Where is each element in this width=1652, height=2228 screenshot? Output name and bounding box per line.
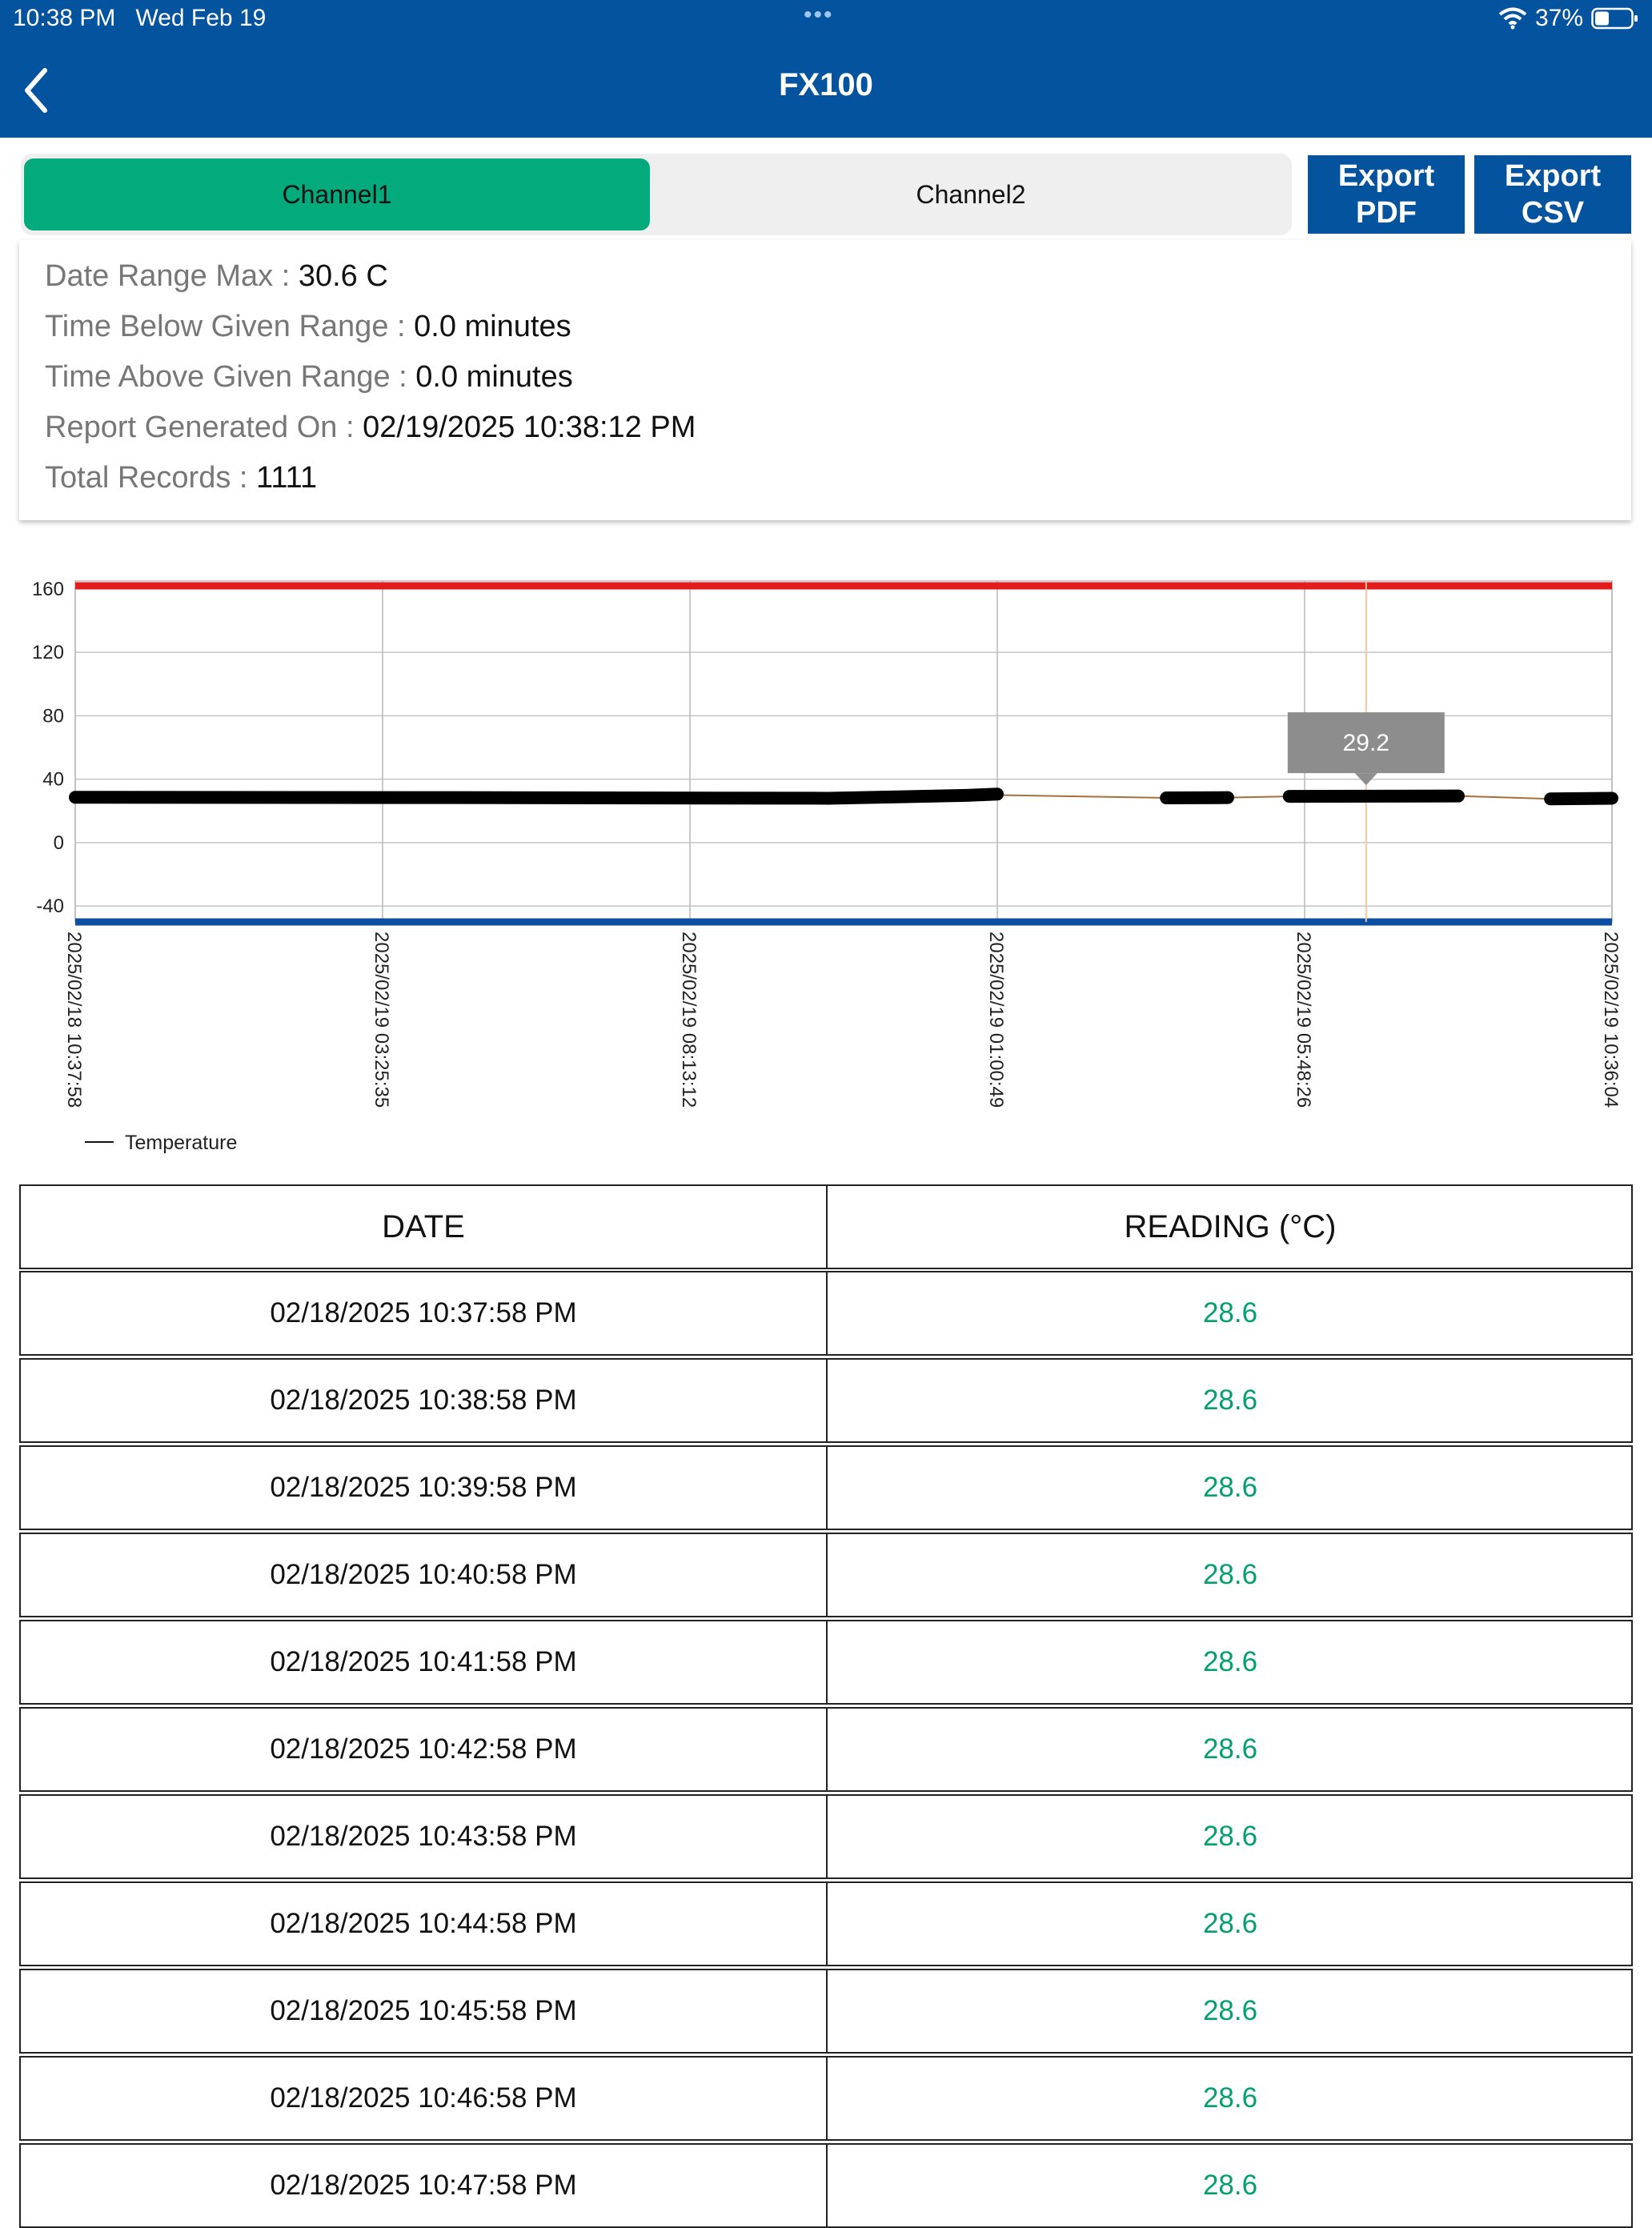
series-line <box>1550 798 1612 799</box>
series-line <box>75 794 997 798</box>
cell-date: 02/18/2025 10:41:58 PM <box>21 1621 828 1703</box>
status-date: Wed Feb 19 <box>135 5 266 31</box>
wifi-icon <box>1498 7 1527 30</box>
cell-date: 02/18/2025 10:47:58 PM <box>21 2145 828 2226</box>
summary-row <box>45 461 317 495</box>
battery-percent: 37% <box>1535 5 1583 32</box>
tab-channel1[interactable]: Channel1 <box>24 158 650 230</box>
summary-value: 0.0 minutes <box>415 360 572 394</box>
export-csv-line1: Export <box>1505 159 1601 193</box>
cell-reading: 28.6 <box>828 1970 1633 2052</box>
cell-date: 02/18/2025 10:38:58 PM <box>21 1360 828 1441</box>
export-csv-line2: CSV <box>1522 196 1584 230</box>
summary-label: Report Generated On : <box>45 411 355 444</box>
table-row <box>19 1445 1633 1530</box>
table-row <box>19 1533 1633 1617</box>
multitask-dots[interactable]: ••• <box>804 2 834 29</box>
summary-value: 1111 <box>256 461 317 495</box>
table-row <box>19 1881 1633 1966</box>
cell-date: 02/18/2025 10:45:58 PM <box>21 1970 828 2052</box>
cell-reading: 28.6 <box>828 1621 1633 1703</box>
summary-label: Date Range Max : <box>45 259 290 293</box>
x-tick-label: 2025/02/19 01:00:49 <box>985 932 1007 1108</box>
summary-row <box>45 411 696 445</box>
cell-reading: 28.6 <box>828 1447 1633 1529</box>
top-bar <box>0 0 1652 138</box>
tooltip-value: 29.2 <box>1343 730 1389 756</box>
table-row <box>19 1707 1633 1792</box>
table-row <box>19 1620 1633 1705</box>
cell-reading: 28.6 <box>828 1883 1633 1965</box>
cell-date: 02/18/2025 10:46:58 PM <box>21 2058 828 2139</box>
battery-icon <box>1591 6 1639 30</box>
summary-value: 0.0 minutes <box>414 310 571 343</box>
summary-label: Total Records : <box>45 461 247 495</box>
cell-reading: 28.6 <box>828 2145 1633 2226</box>
export-csv-button[interactable] <box>1474 155 1631 234</box>
table-row <box>19 1794 1633 1879</box>
x-tick-label: 2025/02/19 08:13:12 <box>678 932 700 1108</box>
export-pdf-line2: PDF <box>1356 196 1417 230</box>
status-clock: 10:38 PM <box>13 5 115 31</box>
cell-date: 02/18/2025 10:44:58 PM <box>21 1883 828 1965</box>
table-header-row <box>19 1184 1633 1269</box>
cell-date: 02/18/2025 10:39:58 PM <box>21 1447 828 1529</box>
cell-date: 02/18/2025 10:42:58 PM <box>21 1709 828 1790</box>
table-row <box>19 1969 1633 2054</box>
x-tick-label: 2025/02/19 03:25:35 <box>371 932 392 1108</box>
header-reading: READING (°C) <box>828 1186 1633 1268</box>
summary-value: 02/19/2025 10:38:12 PM <box>363 411 696 444</box>
summary-label: Time Below Given Range : <box>45 310 406 343</box>
table-row <box>19 2143 1633 2228</box>
x-tick-label: 2025/02/19 05:48:26 <box>1293 932 1314 1108</box>
status-right <box>1498 5 1639 32</box>
legend-label: Temperature <box>125 1132 237 1154</box>
cell-reading: 28.6 <box>828 1534 1633 1616</box>
x-tick-label: 2025/02/19 10:36:04 <box>1600 932 1622 1108</box>
status-time <box>13 5 266 32</box>
temperature-chart[interactable] <box>0 552 1652 1168</box>
y-tick-label: 0 <box>54 832 64 854</box>
y-tick-label: 40 <box>42 769 64 791</box>
summary-card <box>19 240 1631 520</box>
cell-date: 02/18/2025 10:37:58 PM <box>21 1272 828 1354</box>
summary-row <box>45 360 573 395</box>
x-tick-label: 2025/02/18 10:37:58 <box>63 932 85 1108</box>
channel-tabs <box>21 154 1292 235</box>
y-tick-label: 80 <box>42 705 64 727</box>
header-date: DATE <box>21 1186 828 1268</box>
tab-channel2[interactable]: Channel2 <box>653 158 1289 230</box>
y-tick-label: -40 <box>36 896 64 917</box>
cell-date: 02/18/2025 10:43:58 PM <box>21 1796 828 1877</box>
table-row <box>19 2056 1633 2141</box>
cell-date: 02/18/2025 10:40:58 PM <box>21 1534 828 1616</box>
cell-reading: 28.6 <box>828 1272 1633 1354</box>
y-tick-label: 120 <box>32 642 64 663</box>
summary-label: Time Above Given Range : <box>45 360 407 394</box>
export-pdf-line1: Export <box>1338 159 1434 193</box>
table-row <box>19 1358 1633 1443</box>
summary-value: 30.6 C <box>299 259 388 293</box>
summary-row <box>45 259 388 294</box>
summary-row <box>45 310 571 344</box>
table-row <box>19 1271 1633 1356</box>
export-pdf-button[interactable] <box>1308 155 1465 234</box>
cell-reading: 28.6 <box>828 1709 1633 1790</box>
page-title: FX100 <box>0 67 1652 103</box>
y-tick-label: 160 <box>32 579 64 600</box>
cell-reading: 28.6 <box>828 1796 1633 1877</box>
cell-reading: 28.6 <box>828 2058 1633 2139</box>
cell-reading: 28.6 <box>828 1360 1633 1441</box>
